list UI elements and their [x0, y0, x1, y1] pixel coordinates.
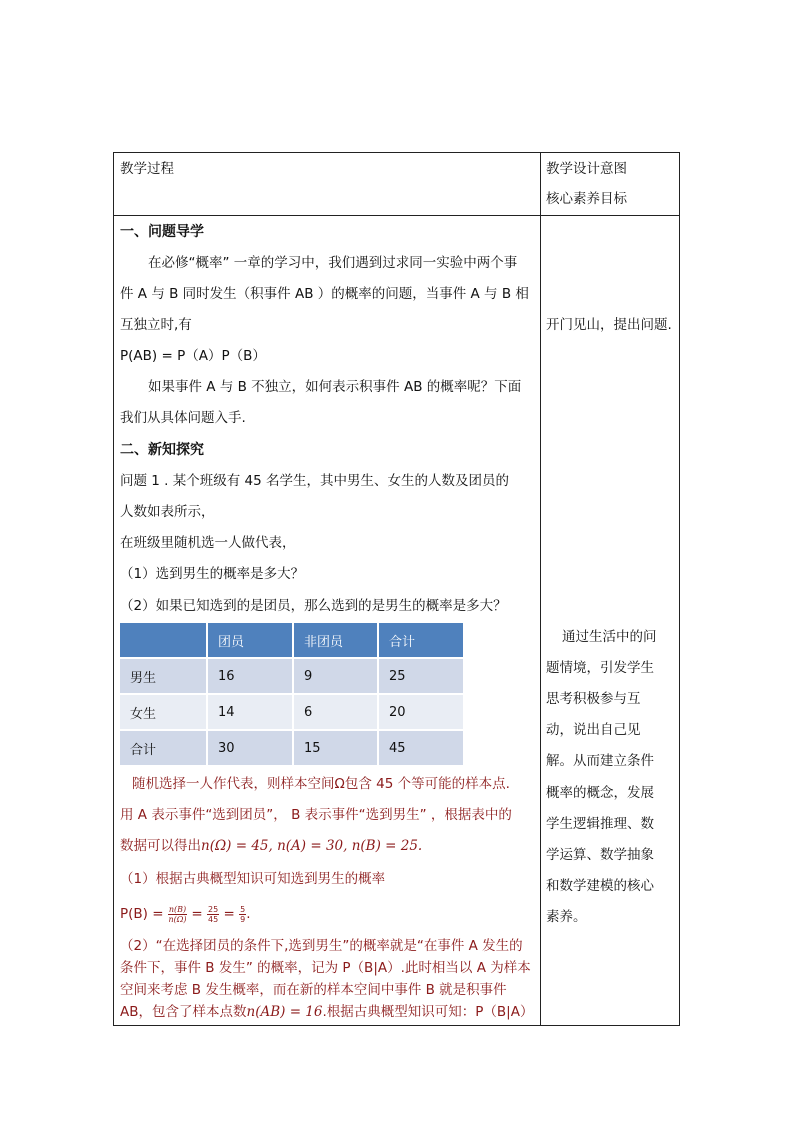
question1-sub2: （2）如果已知选到的是团员，那么选到的是男生的概率是多大？ — [120, 598, 507, 614]
design-note-line: 素养。 — [546, 909, 587, 925]
design-note-line: 学运算、数学抽象 — [546, 847, 654, 863]
header-right-line1: 教学设计意图 — [546, 161, 627, 177]
answer-line3-math: n(Ω) = 45, n(A) = 30, n(B) = 25. — [201, 838, 423, 854]
table-row — [120, 731, 463, 765]
answer-line2: 用 A 表示事件“选到团员”， B 表示事件“选到男生” ，根据表中的 — [120, 807, 512, 823]
section1-p2-line2: 我们从具体问题入手. — [120, 410, 246, 426]
period: . — [246, 906, 251, 922]
table-cell: 16 — [206, 659, 292, 693]
header-divider — [114, 215, 679, 216]
pb-label: P(B) = — [120, 906, 164, 922]
answer-sub2-line4-tail: .根据古典概型知识可知：P（B|A） — [322, 1004, 534, 1020]
answer-sub2-line3: 空间来考虑 B 发生概率，而在新的样本空间中事件 B 就是积事件 — [120, 982, 507, 998]
equals-sign: = — [191, 906, 203, 922]
answer-sub2-line4 — [120, 1003, 533, 1021]
fraction-denominator: 9 — [240, 914, 246, 924]
table-cell: 25 — [377, 659, 463, 693]
table-row — [120, 659, 463, 693]
fraction-numerator: 5 — [240, 904, 246, 914]
table-header-cell: 非团员 — [292, 623, 377, 657]
pb-formula — [120, 900, 251, 928]
table-cell: 女生 — [120, 695, 206, 729]
fraction-nb-over-nomega — [168, 905, 187, 924]
table-cell: 合计 — [120, 731, 206, 765]
section1-design-note: 开门见山，提出问题. — [546, 317, 672, 333]
answer-sub2-line4-text: AB，包含了样本点数 — [120, 1004, 247, 1020]
design-note-line: 学生逻辑推理、数 — [546, 816, 654, 832]
answer-line3 — [120, 837, 422, 855]
design-note-line: 和数学建模的核心 — [546, 878, 654, 894]
section1-formula: P(AB) = P（A）P（B） — [120, 348, 266, 364]
question1-sub1: （1）选到男生的概率是多大？ — [120, 566, 305, 582]
question1-line2: 人数如表所示， — [120, 504, 215, 520]
section1-p1-line2: 件 A 与 B 同时发生（积事件 AB ）的概率的问题，当事件 A 与 B 相 — [120, 286, 529, 302]
design-note-line: 动，说出自己见 — [546, 722, 641, 738]
fraction-numerator: n(B) — [168, 904, 187, 914]
student-stats-table — [120, 621, 463, 767]
design-note-line: 题情境，引发学生 — [546, 660, 654, 676]
answer-sub2-line2: 条件下，事件 B 发生” 的概率，记为 P（B|A）.此时相当以 A 为样本 — [120, 960, 531, 976]
table-header-row — [120, 623, 463, 657]
design-note-line: 解。从而建立条件 — [546, 753, 654, 769]
table-header-cell: 合计 — [377, 623, 463, 657]
answer-sub1: （1）根据古典概型知识可知选到男生的概率 — [120, 871, 386, 887]
header-right-line2: 核心素养目标 — [546, 191, 627, 207]
section1-title: 一、问题导学 — [120, 224, 204, 240]
table-header-cell — [120, 623, 206, 657]
section1-p1-line3: 互独立时,有 — [120, 317, 192, 333]
section1-p1-line1: 在必修“概率” 一章的学习中，我们遇到过求同一实验中两个事 — [148, 255, 518, 271]
design-note-line: 通过生活中的问 — [562, 629, 657, 645]
table-row — [120, 695, 463, 729]
table-cell: 9 — [292, 659, 377, 693]
answer-line1: 随机选择一人作代表，则样本空间Ω包含 45 个等可能的样本点. — [132, 776, 510, 792]
fraction-denominator: n(Ω) — [168, 914, 187, 924]
section1-p2-line1: 如果事件 A 与 B 不独立，如何表示积事件 AB 的概率呢？下面 — [148, 379, 522, 395]
table-cell: 男生 — [120, 659, 206, 693]
table-cell: 20 — [377, 695, 463, 729]
design-note-line: 概率的概念，发展 — [546, 785, 654, 801]
fraction-denominator: 45 — [208, 914, 219, 924]
answer-sub2-line4-math: n(AB) = 16 — [246, 1004, 323, 1020]
table-cell: 15 — [292, 731, 377, 765]
question1-line3: 在班级里随机选一人做代表， — [120, 535, 296, 551]
equals-sign: = — [223, 906, 235, 922]
fraction-25-over-45 — [207, 905, 219, 924]
table-cell: 45 — [377, 731, 463, 765]
table-cell: 14 — [206, 695, 292, 729]
table-header-cell: 团员 — [206, 623, 292, 657]
header-left: 教学过程 — [120, 161, 174, 177]
section2-title: 二、新知探究 — [120, 442, 204, 458]
table-cell: 30 — [206, 731, 292, 765]
design-note-line: 思考积极参与互 — [546, 691, 641, 707]
table-cell: 6 — [292, 695, 377, 729]
question1-line1: 问题 1 . 某个班级有 45 名学生，其中男生、女生的人数及团员的 — [120, 473, 510, 489]
fraction-numerator: 25 — [208, 904, 219, 914]
column-divider — [540, 153, 541, 1025]
answer-line3-text: 数据可以得出 — [120, 838, 201, 854]
answer-sub2-line1: （2）“在选择团员的条件下,选到男生”的概率就是“在事件 A 发生的 — [120, 938, 523, 954]
